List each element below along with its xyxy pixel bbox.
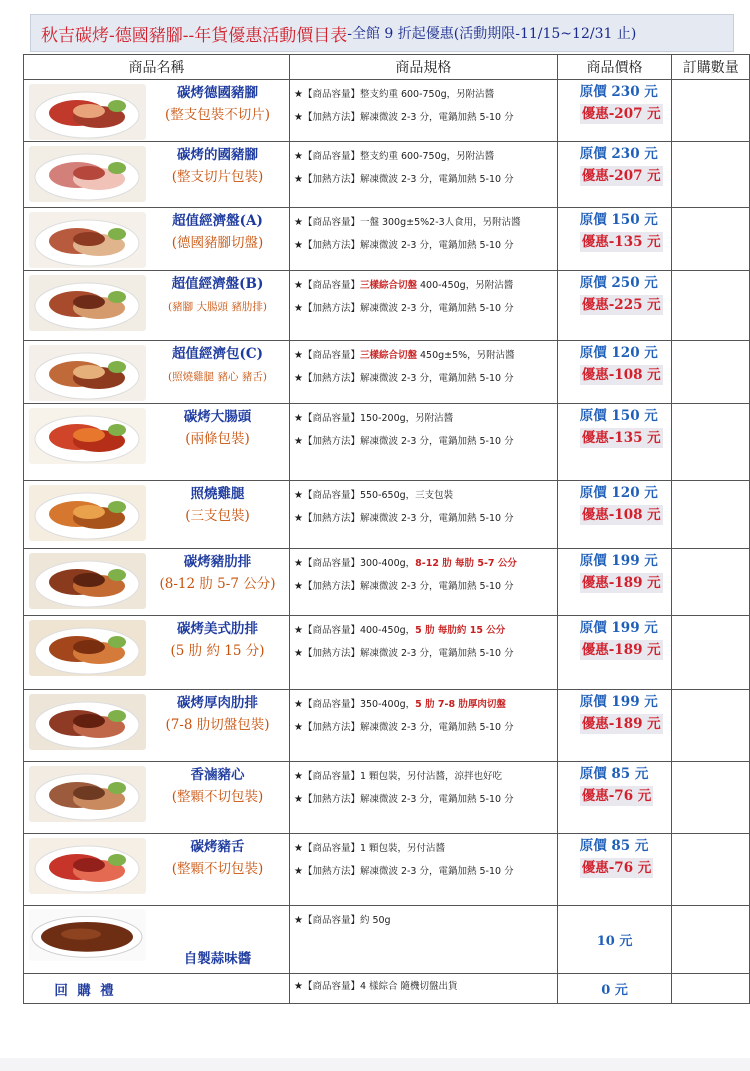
product-spec-cell <box>289 616 557 690</box>
sale-price: 優惠-108 元 <box>581 507 661 523</box>
order-qty-cell[interactable] <box>672 142 750 208</box>
product-spec-capacity: 【商品容量】150-200g，另附沾醬 <box>302 413 454 424</box>
product-spec-cell <box>289 142 557 208</box>
star-icon: ★ <box>293 490 303 501</box>
order-qty-cell[interactable] <box>672 616 750 690</box>
product-name: 超值經濟包(C) <box>171 346 263 362</box>
sauce-name: 自製蒜味醬 <box>183 951 252 967</box>
product-name-cell <box>24 616 290 690</box>
order-qty-cell[interactable] <box>672 690 750 762</box>
product-row <box>24 690 750 762</box>
order-qty-cell[interactable] <box>672 974 750 1004</box>
sale-price: 優惠-135 元 <box>581 430 661 446</box>
product-name: 照燒雞腿 <box>190 486 245 502</box>
star-icon: ★ <box>293 866 303 877</box>
star-icon: ★ <box>293 625 303 636</box>
header-spec: 商品規格 <box>289 55 557 80</box>
order-qty-cell[interactable] <box>672 481 750 549</box>
order-qty-cell[interactable] <box>672 271 750 341</box>
gift-spec-cell <box>289 974 557 1004</box>
title-bar <box>30 14 734 52</box>
order-qty-cell[interactable] <box>672 341 750 404</box>
thick-ribs-photo <box>29 694 146 750</box>
product-spec-heating: 【加熱方法】解凍微波 2-3 分，電鍋加熱 5-10 分 <box>302 303 514 314</box>
sale-price: 優惠-76 元 <box>581 860 652 876</box>
gift-name-cell <box>24 974 290 1004</box>
product-spec-heating: 【加熱方法】解凍微波 2-3 分，電鍋加熱 5-10 分 <box>302 436 514 447</box>
order-qty-cell[interactable] <box>672 404 750 481</box>
sale-price: 優惠-207 元 <box>581 106 661 122</box>
sliced-pork-knuckle-photo <box>29 146 146 202</box>
original-price: 原價 150 元 <box>579 408 658 424</box>
sale-price: 優惠-189 元 <box>581 575 661 591</box>
star-icon: ★ <box>293 350 303 361</box>
order-qty-cell[interactable] <box>672 762 750 834</box>
product-price-cell <box>557 404 672 481</box>
sale-price: 優惠-135 元 <box>581 234 661 250</box>
original-price: 原價 199 元 <box>579 553 658 569</box>
star-icon: ★ <box>293 558 303 569</box>
product-spec-capacity: 【商品容量】整支約重 600-750g，另附沾醬 <box>302 151 495 162</box>
page-title: 秋吉碳烤-德國豬腳--年貨優惠活動價目表 <box>41 25 348 46</box>
product-spec-capacity-a: 【商品容量】350-400g， <box>302 699 416 710</box>
product-spec-capacity-a: 【商品容量】300-400g， <box>302 558 416 569</box>
product-name-cell <box>24 142 290 208</box>
star-icon: ★ <box>293 280 303 291</box>
original-price: 原價 230 元 <box>579 84 658 100</box>
product-spec-capacity-a: 【商品容量】 <box>302 350 360 361</box>
product-spec-highlight: 5 肋 7-8 肋厚肉切盤 <box>415 699 506 710</box>
star-icon: ★ <box>293 436 303 447</box>
product-name-cell <box>24 481 290 549</box>
product-name: 碳烤豬肋排 <box>183 554 252 570</box>
product-name: 碳烤厚肉肋排 <box>176 695 258 711</box>
original-price: 原價 230 元 <box>579 146 658 162</box>
product-price-cell <box>557 481 672 549</box>
header-name: 商品名稱 <box>24 55 290 80</box>
product-price-cell <box>557 271 672 341</box>
original-price: 原價 250 元 <box>579 275 658 291</box>
original-price: 原價 120 元 <box>579 485 658 501</box>
product-row <box>24 142 750 208</box>
product-name: 碳烤大腸頭 <box>183 409 252 425</box>
product-packaging: (整支切片包裝) <box>171 169 264 185</box>
star-icon: ★ <box>293 240 303 251</box>
product-name-cell <box>24 762 290 834</box>
product-packaging: (整支包裝不切片) <box>164 107 270 123</box>
product-price-cell <box>557 834 672 906</box>
product-name-cell <box>24 549 290 616</box>
product-row <box>24 208 750 271</box>
gift-name: 回 購 禮 <box>54 982 114 999</box>
star-icon: ★ <box>293 89 303 100</box>
pork-tongue-photo <box>29 838 146 894</box>
star-icon: ★ <box>293 174 303 185</box>
product-name: 香滷豬心 <box>190 767 245 783</box>
product-spec-cell <box>289 404 557 481</box>
gift-spec-capacity: 【商品容量】4 樣綜合 隨機切盤出貨 <box>302 981 458 992</box>
product-spec-highlight: 8-12 肋 每肋 5-7 公分 <box>415 558 517 569</box>
sale-price: 優惠-189 元 <box>581 642 661 658</box>
price-table <box>23 54 750 1004</box>
product-spec <box>290 404 557 453</box>
product-spec-heating: 【加熱方法】解凍微波 2-3 分，電鍋加熱 5-10 分 <box>302 794 514 805</box>
sale-price: 優惠-76 元 <box>581 788 652 804</box>
gift-price-cell <box>557 974 672 1004</box>
product-spec-cell <box>289 834 557 906</box>
product-name: 超值經濟盤(A) <box>172 213 263 229</box>
garlic-sauce-photo <box>29 909 146 961</box>
star-icon: ★ <box>293 303 303 314</box>
original-price: 原價 85 元 <box>579 838 649 854</box>
order-qty-cell[interactable] <box>672 549 750 616</box>
product-spec <box>290 208 557 257</box>
product-name: 碳烤豬舌 <box>190 839 245 855</box>
product-row <box>24 549 750 616</box>
product-row <box>24 762 750 834</box>
product-price-cell <box>557 80 672 142</box>
sauce-spec <box>290 906 557 932</box>
product-spec <box>290 80 557 129</box>
product-spec-cell <box>289 481 557 549</box>
star-icon: ★ <box>293 513 303 524</box>
product-spec-highlight: 5 肋 每肋約 15 公分 <box>415 625 506 636</box>
product-row <box>24 834 750 906</box>
header-row <box>24 55 750 80</box>
product-name-cell <box>24 271 290 341</box>
product-spec-capacity: 【商品容量】整支約重 600-750g，另附沾醬 <box>302 89 495 100</box>
sauce-spec-cell <box>289 906 557 974</box>
gift-spec <box>290 974 557 997</box>
product-packaging: (8-12 肋 5-7 公分) <box>159 576 276 592</box>
sauce-spec-capacity: 【商品容量】約 50g <box>302 915 391 926</box>
pork-knuckle-photo <box>29 84 146 140</box>
product-row <box>24 481 750 549</box>
product-spec-heating: 【加熱方法】解凍微波 2-3 分，電鍋加熱 5-10 分 <box>302 240 514 251</box>
product-packaging: (豬腳 大腸頭 豬肋排) <box>168 301 267 313</box>
product-name-cell <box>24 690 290 762</box>
product-spec-heating: 【加熱方法】解凍微波 2-3 分，電鍋加熱 5-10 分 <box>302 581 514 592</box>
product-spec-highlight: 三樣綜合切盤 <box>359 280 417 291</box>
star-icon: ★ <box>293 373 303 384</box>
pork-plate-photo <box>29 212 146 268</box>
star-icon: ★ <box>293 112 303 123</box>
product-spec <box>290 549 557 598</box>
product-spec-heating: 【加熱方法】解凍微波 2-3 分，電鍋加熱 5-10 分 <box>302 648 514 659</box>
product-spec <box>290 616 557 665</box>
product-spec <box>290 762 557 811</box>
combo-plate-photo <box>29 275 146 331</box>
star-icon: ★ <box>293 915 303 926</box>
product-spec-heating: 【加熱方法】解凍微波 2-3 分，電鍋加熱 5-10 分 <box>302 112 514 123</box>
product-spec <box>290 690 557 739</box>
product-spec <box>290 834 557 883</box>
pork-ribs-photo <box>29 553 146 609</box>
product-name-cell <box>24 80 290 142</box>
product-spec-heating: 【加熱方法】解凍微波 2-3 分，電鍋加熱 5-10 分 <box>302 866 514 877</box>
product-spec-cell <box>289 549 557 616</box>
product-spec-capacity-b: 400-450g，另附沾醬 <box>416 280 514 291</box>
original-price: 原價 85 元 <box>579 766 649 782</box>
gift-row <box>24 974 750 1004</box>
original-price: 原價 199 元 <box>579 620 658 636</box>
product-spec-heating: 【加熱方法】解凍微波 2-3 分，電鍋加熱 5-10 分 <box>302 513 514 524</box>
product-row <box>24 616 750 690</box>
product-packaging: (5 肋 約 15 分) <box>170 643 265 659</box>
product-packaging: (照燒雞腿 豬心 豬舌) <box>168 371 267 383</box>
order-qty-cell[interactable] <box>672 208 750 271</box>
chicken-leg-photo <box>29 485 146 541</box>
sale-price: 優惠-189 元 <box>581 716 661 732</box>
star-icon: ★ <box>293 771 303 782</box>
original-price: 原價 120 元 <box>579 345 658 361</box>
product-spec <box>290 271 557 320</box>
product-packaging: (三支包裝) <box>185 508 250 524</box>
product-spec-capacity-b: 450g±5%，另附沾醬 <box>416 350 515 361</box>
sale-price: 優惠-207 元 <box>581 168 661 184</box>
product-price-cell <box>557 690 672 762</box>
product-spec-capacity: 【商品容量】1 顆包裝，另付沾醬 <box>302 843 446 854</box>
star-icon: ★ <box>293 843 303 854</box>
original-price: 原價 199 元 <box>579 694 658 710</box>
order-qty-cell[interactable] <box>672 906 750 974</box>
product-spec-cell <box>289 690 557 762</box>
product-packaging: (整顆不切包裝) <box>171 789 264 805</box>
product-spec-cell <box>289 208 557 271</box>
sauce-row <box>24 906 750 974</box>
product-row <box>24 341 750 404</box>
product-price-cell <box>557 208 672 271</box>
sauce-price-cell <box>557 906 672 974</box>
product-name-cell <box>24 341 290 404</box>
combo-pack-photo <box>29 345 146 401</box>
product-spec <box>290 341 557 390</box>
star-icon: ★ <box>293 699 303 710</box>
product-price-cell <box>557 341 672 404</box>
star-icon: ★ <box>293 217 303 228</box>
star-icon: ★ <box>293 648 303 659</box>
product-name-cell <box>24 208 290 271</box>
sale-price: 優惠-225 元 <box>581 297 661 313</box>
original-price: 原價 150 元 <box>579 212 658 228</box>
product-spec-capacity-a: 【商品容量】400-450g， <box>302 625 416 636</box>
product-spec-capacity: 【商品容量】550-650g，三支包裝 <box>302 490 454 501</box>
product-spec-heating: 【加熱方法】解凍微波 2-3 分，電鍋加熱 5-10 分 <box>302 174 514 185</box>
product-spec-highlight: 三樣綜合切盤 <box>359 350 417 361</box>
star-icon: ★ <box>293 581 303 592</box>
product-price-cell <box>557 762 672 834</box>
order-qty-cell[interactable] <box>672 834 750 906</box>
page-subtitle: -全館 9 折起優惠(活動期限-11/15~12/31 止) <box>347 26 637 42</box>
star-icon: ★ <box>293 794 303 805</box>
product-spec-cell <box>289 341 557 404</box>
product-price-cell <box>557 616 672 690</box>
product-packaging: (7-8 肋切盤包裝) <box>165 717 270 733</box>
header-qty: 訂購數量 <box>672 55 750 80</box>
pork-heart-photo <box>29 766 146 822</box>
star-icon: ★ <box>293 981 303 992</box>
order-qty-cell[interactable] <box>672 80 750 142</box>
product-packaging: (德國豬腳切盤) <box>171 235 264 251</box>
intestine-photo <box>29 408 146 464</box>
product-spec <box>290 142 557 191</box>
sauce-name-cell <box>24 906 290 974</box>
product-name: 超值經濟盤(B) <box>171 276 264 292</box>
product-name: 碳烤德國豬腳 <box>176 85 258 101</box>
product-spec-capacity: 【商品容量】一盤 300g±5%2-3人食用，另附沾醬 <box>302 217 521 228</box>
product-packaging: (兩條包裝) <box>185 431 250 447</box>
gift-price: 0 元 <box>601 983 628 998</box>
product-name-cell <box>24 404 290 481</box>
product-price-cell <box>557 142 672 208</box>
star-icon: ★ <box>293 722 303 733</box>
product-row <box>24 271 750 341</box>
product-row <box>24 404 750 481</box>
product-spec-heating: 【加熱方法】解凍微波 2-3 分，電鍋加熱 5-10 分 <box>302 722 514 733</box>
product-spec-heating: 【加熱方法】解凍微波 2-3 分，電鍋加熱 5-10 分 <box>302 373 514 384</box>
product-spec <box>290 481 557 530</box>
product-packaging: (整顆不切包裝) <box>171 861 264 877</box>
product-spec-cell <box>289 271 557 341</box>
star-icon: ★ <box>293 151 303 162</box>
product-name: 碳烤美式肋排 <box>176 621 258 637</box>
header-price: 商品價格 <box>557 55 672 80</box>
product-spec-cell <box>289 80 557 142</box>
star-icon: ★ <box>293 413 303 424</box>
product-spec-capacity-a: 【商品容量】 <box>302 280 360 291</box>
sauce-price: 10 元 <box>596 934 633 949</box>
american-ribs-photo <box>29 620 146 676</box>
product-spec-cell <box>289 762 557 834</box>
product-name-cell <box>24 834 290 906</box>
product-row <box>24 80 750 142</box>
product-price-cell <box>557 549 672 616</box>
sale-price: 優惠-108 元 <box>581 367 661 383</box>
product-spec-capacity: 【商品容量】1 顆包裝，另付沾醬，涼拌也好吃 <box>302 771 503 782</box>
product-name: 碳烤的國豬腳 <box>176 147 258 163</box>
page-bottom-strip <box>0 1058 750 1071</box>
